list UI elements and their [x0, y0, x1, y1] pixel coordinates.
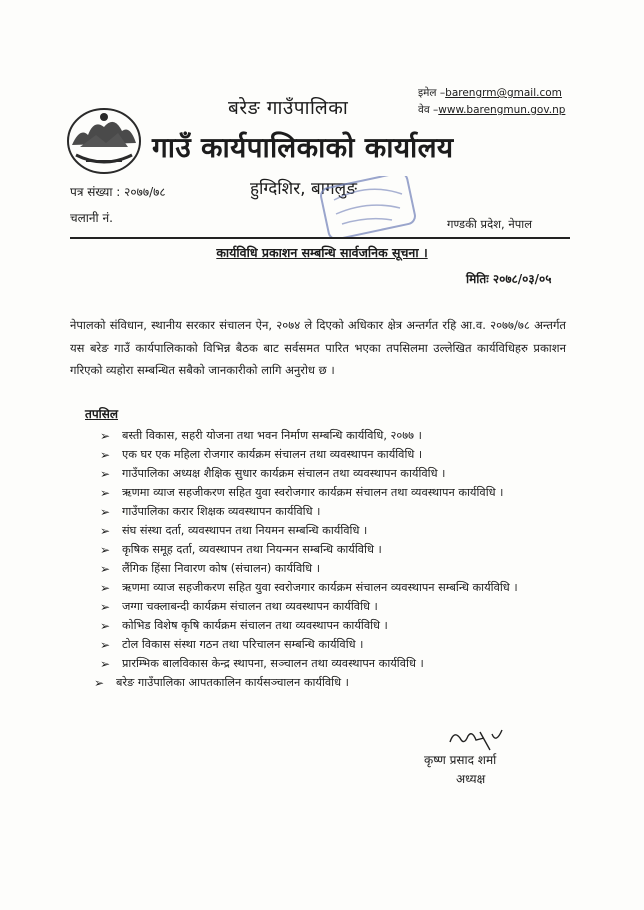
- office-name: बरेङ गाउँपालिका: [228, 97, 349, 119]
- arrow-bullet-icon: ➢: [100, 466, 111, 481]
- province-label: गण्डकी प्रदेश, नेपाल: [447, 217, 533, 231]
- procedure-list: [0, 428, 644, 698]
- reference-number: पत्र संख्या : २०७७/७८: [70, 185, 166, 199]
- list-item: ➢ एक घर एक महिला रोजगार कार्यक्रम संचालन तथा व्यवस्थापन कार्यविधि ।: [100, 447, 423, 462]
- notice-subject: [0, 244, 644, 261]
- website-link[interactable]: www.barengmun.gov.np: [438, 104, 566, 116]
- arrow-bullet-icon: ➢: [100, 523, 111, 538]
- office-address: हुग्दिशिर, बागलुङ: [250, 179, 357, 199]
- website-row: [418, 103, 565, 117]
- list-item: ➢ कृषिक समूह दर्ता, व्यवस्थापन तथा नियन्मन सम्बन्धि कार्यविधि ।: [100, 542, 382, 557]
- website-label: वेव –: [418, 104, 439, 116]
- list-item: ➢ टोल विकास संस्था गठन तथा परिचालन सम्बन्धि कार्यविधि ।: [100, 637, 364, 652]
- arrow-bullet-icon: ➢: [100, 485, 111, 500]
- signatory-title: अध्यक्ष: [456, 772, 486, 786]
- arrow-bullet-icon: ➢: [100, 599, 111, 614]
- arrow-bullet-icon: ➢: [94, 675, 105, 690]
- header-divider: [70, 237, 570, 239]
- notice-date: मितिः २०७८/०३/०५: [466, 272, 552, 286]
- arrow-bullet-icon: ➢: [100, 542, 111, 557]
- official-stamp: [318, 176, 418, 238]
- arrow-bullet-icon: ➢: [100, 618, 111, 633]
- dispatch-number: चलानी नं.: [70, 211, 113, 225]
- list-item: ➢ कोभिड विशेष कृषि कार्यक्रम संचालन तथा व्यवस्थापन कार्यविधि ।: [100, 618, 388, 633]
- list-item: ➢ गाउँपालिका अध्यक्ष शैक्षिक सुधार कार्यक्रम संचालन तथा व्यवस्थापन कार्यविधि ।: [100, 466, 446, 481]
- arrow-bullet-icon: ➢: [100, 447, 111, 462]
- schedule-heading: तपसिल: [85, 407, 119, 421]
- list-item: ➢ बस्ती विकास, सहरी योजना तथा भवन निर्माण सम्बन्धि कार्यविधि, २०७७ ।: [100, 428, 422, 443]
- arrow-bullet-icon: ➢: [100, 428, 111, 443]
- arrow-bullet-icon: ➢: [100, 561, 111, 576]
- notice-body: नेपालको संविधान, स्थानीय सरकार संचालन ऐन, २०७४ ले दिएको अधिकार क्षेत्र अन्तर्गत रहि आ.व. २०७७/७८ अन्तर्गत यस बरेङ गाउँ कार्यपालिकाको विभिन्न बैठक बाट सर्वसमत पारित भएका तपसिलमा उल्लेखित कार्यविधिहरु प्रकाशन गरिएको व्यहोरा सम्बन्धित सबैको जानकारीको लागि अनुरोध छ ।: [70, 318, 566, 377]
- arrow-bullet-icon: ➢: [100, 656, 111, 671]
- list-item: ➢ ऋणमा व्याज सहजीकरण सहित युवा स्वरोजगार कार्यक्रम संचालन व्यवस्थापन सम्बन्धि कार्यविधि ।: [100, 580, 518, 595]
- list-item: ➢ संघ संस्था दर्ता, व्यवस्थापन तथा नियमन सम्बन्धि कार्यविधि ।: [100, 523, 368, 538]
- email-link[interactable]: barengrm@gmail.com: [445, 87, 562, 99]
- arrow-bullet-icon: ➢: [100, 637, 111, 652]
- list-item: ➢ ऋणमा व्याज सहजीकरण सहित युवा स्वरोजगार कार्यक्रम संचालन तथा व्यवस्थापन कार्यविधि ।: [100, 485, 504, 500]
- nepal-emblem-logo: [66, 105, 142, 175]
- arrow-bullet-icon: ➢: [100, 504, 111, 519]
- arrow-bullet-icon: ➢: [100, 580, 111, 595]
- email-row: [418, 86, 562, 100]
- list-item: ➢ प्रारम्भिक बालविकास केन्द्र स्थापना, सञ्चालन तथा व्यवस्थापन कार्यविधि ।: [100, 656, 424, 671]
- office-title: गाउँ कार्यपालिकाको कार्यालय: [152, 131, 454, 164]
- signatory-name: कृष्ण प्रसाद शर्मा: [424, 753, 497, 767]
- signature-mark: [446, 724, 506, 754]
- list-item: ➢ जग्गा चक्लाबन्दी कार्यक्रम संचालन तथा व्यवस्थापन कार्यविधि ।: [100, 599, 378, 614]
- list-item: ➢ लैंगिक हिंसा निवारण कोष (संचालन) कार्यविधि ।: [100, 561, 320, 576]
- email-label: इमेल –: [418, 87, 446, 99]
- list-item: ➢ गाउँपालिका करार शिक्षक व्यवस्थापन कार्यविधि ।: [100, 504, 321, 519]
- list-item: ➢ बरेङ गाउँपालिका आपतकालिन कार्यसञ्चालन कार्यविधि ।: [94, 675, 349, 690]
- notice-subject-text: कार्यविधि प्रकाशन सम्बन्धि सार्वजनिक सूचना ।: [216, 245, 428, 260]
